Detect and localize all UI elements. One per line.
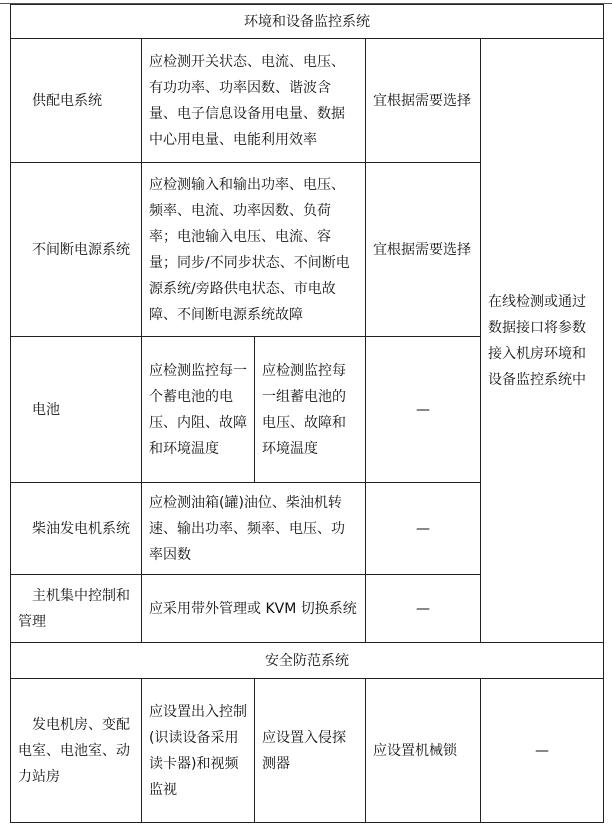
- row-host-col4: —: [366, 575, 481, 643]
- row-power-req: 应检测开关状态、电流、电压、有功功率、功率因数、谐波含量、电子信息设备用电量、数据中心用电量、电能利用效率: [142, 39, 366, 163]
- row-rooms-name: 发电机房、变配电室、电池室、动力站房: [11, 679, 142, 823]
- row-ups-col4: 宜根据需要选择: [366, 163, 481, 337]
- row-power-name: 供配电系统: [11, 39, 142, 163]
- section-header-security: 安全防范系统: [11, 643, 604, 679]
- row-host-name: 主机集中控制和管理: [11, 575, 142, 643]
- row-battery-name: 电池: [11, 337, 142, 483]
- row-host-req: 应采用带外管理或 KVM 切换系统: [142, 575, 366, 643]
- row-rooms-c2: 应设置出入控制(识读设备采用读卡器)和视频监视: [142, 679, 255, 823]
- row-ups-req: 应检测输入和输出功率、电压、频率、电流、功率因数、负荷率；电池输入电压、电流、容量；同步/不同步状态、不间断电源系统/旁路供电状态、市电故障、不间断电源系统故障: [142, 163, 366, 337]
- row-battery-req-b: 应检测监控每一组蓄电池的电压、故障和环境温度: [255, 337, 366, 483]
- env-merged-cell: 在线检测或通过数据接口将参数接入机房环境和设备监控系统中: [481, 39, 604, 643]
- row-power-col4: 宜根据需要选择: [366, 39, 481, 163]
- row-battery-req-a: 应检测监控每一个蓄电池的电压、内阻、故障和环境温度: [142, 337, 255, 483]
- row-diesel-col4: —: [366, 483, 481, 575]
- section-header-env: 环境和设备监控系统: [11, 5, 604, 39]
- row-ups-name: 不间断电源系统: [11, 163, 142, 337]
- row-rooms-c5: —: [481, 679, 604, 823]
- row-battery-col4: —: [366, 337, 481, 483]
- requirements-table: [10, 4, 604, 823]
- row-diesel-name: 柴油发电机系统: [11, 483, 142, 575]
- row-diesel-req: 应检测油箱(罐)油位、柴油机转速、输出功率、频率、电压、功率因数: [142, 483, 366, 575]
- row-rooms-c4: 应设置机械锁: [366, 679, 481, 823]
- row-rooms-c3: 应设置入侵探测器: [255, 679, 366, 823]
